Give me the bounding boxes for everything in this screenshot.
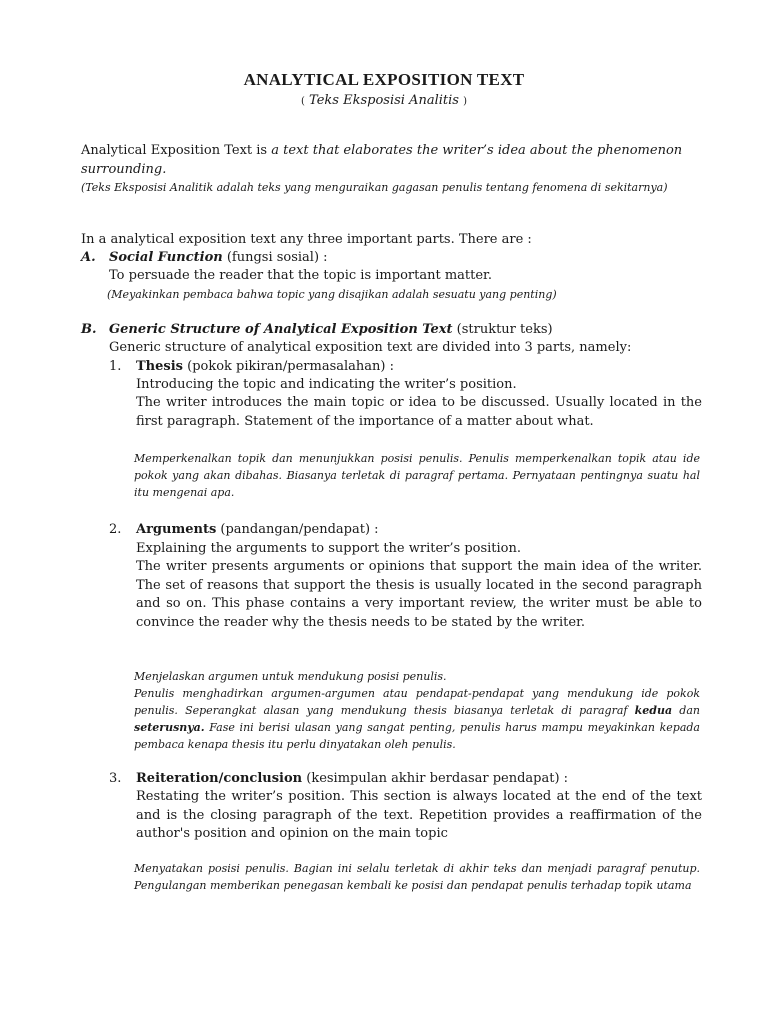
section-a-translation: (Meyakinkan pembaca bahwa topic yang disajikan adalah sesuatu yang penting): [107, 288, 557, 301]
item-thesis-line1: Introducing the topic and indicating the writer’s position.: [136, 377, 517, 392]
arguments-translation-part-a: Penulis menghadirkan argumen-argumen atau pendapat-pendapat yang mendukung ide pokok penulis. Seperangkat alasan yang mendukung thesis biasanya terletak di paragraf: [134, 687, 700, 717]
definition-emphasis: a text that elaborates the writer’s idea about the phenomenon surrounding.: [81, 143, 683, 177]
section-b-title: [109, 321, 553, 340]
subtitle-open-paren: (: [301, 96, 305, 107]
item-arguments-heading: [109, 521, 703, 540]
arguments-translation-part-d: Fase ini berisi ulasan yang sangat penting, penulis harus mampu meyakinkan kepada pembaca kenapa thesis itu perlu dinyatakan oleh penulis.: [134, 721, 700, 751]
arguments-translation-kedua: kedua: [634, 704, 673, 717]
item-reiteration-number: 3.: [109, 771, 122, 786]
item-reiteration-term: Reiteration/conclusion: [136, 771, 303, 786]
definition-paragraph: [81, 142, 703, 179]
section-a-note: (fungsi sosial) :: [222, 250, 328, 265]
item-thesis-number: 1.: [109, 359, 122, 374]
item-arguments-line1: Explaining the arguments to support the writer’s position.: [136, 541, 522, 556]
section-b-note: (struktur teks): [452, 322, 553, 337]
item-arguments-title: [136, 521, 379, 540]
arguments-translation-seterusnya: seterusnya.: [134, 721, 205, 734]
arguments-translation-part-c: dan: [672, 704, 700, 717]
section-a-heading: [81, 249, 703, 268]
definition-lead: Analytical Exposition Text is: [81, 143, 272, 158]
intro-text: In a analytical exposition text any three important parts. There are :: [81, 232, 532, 247]
section-b-body: Generic structure of analytical exposition text are divided into 3 parts, namely:: [109, 340, 632, 355]
item-arguments-body: The writer presents arguments or opinions that support the main idea of the writer. The set of reasons that support the thesis is usually located in the second paragraph and so on. This phase contains a very important review, the writer must be able to convince the reader why the thesis needs to be stated by the writer.: [136, 559, 702, 630]
page-subtitle: [0, 93, 768, 108]
section-a-marker: A.: [81, 250, 96, 265]
item-arguments-number: 2.: [109, 522, 122, 537]
item-thesis-heading: [109, 358, 703, 377]
section-b-heading: [81, 321, 703, 340]
item-thesis-translation: Memperkenalkan topik dan menunjukkan posisi penulis. Penulis memperkenalkan topik atau ide pokok yang akan dibahas. Biasanya terletak di paragraf pertama. Pernyataan pentingnya suatu hal itu mengenai apa.: [134, 452, 700, 499]
item-thesis-title: [136, 358, 394, 377]
page-title: ANALYTICAL EXPOSITION TEXT: [243, 70, 525, 89]
section-a-title: [109, 249, 328, 268]
item-arguments-translation-line1: Menjelaskan argumen untuk mendukung posisi penulis.: [134, 670, 447, 683]
subtitle-close-paren: ): [463, 96, 467, 107]
item-arguments-note: (pandangan/pendapat) :: [216, 522, 379, 537]
definition-translation: (Teks Eksposisi Analitik adalah teks yang menguraikan gagasan penulis tentang fenomena di sekitarnya): [81, 181, 668, 194]
item-reiteration-title: [136, 770, 568, 789]
section-b-title-text: Generic Structure of Analytical Exposition Text: [109, 322, 453, 337]
item-thesis-note: (pokok pikiran/permasalahan) :: [182, 359, 394, 374]
item-reiteration-translation: Menyatakan posisi penulis. Bagian ini selalu terletak di akhir teks dan menjadi paragraf penutup. Pengulangan memberikan penegasan kembali ke posisi dan pendapat penulis terhadap topik utama: [134, 862, 700, 892]
section-a-title-text: Social Function: [109, 250, 223, 265]
item-reiteration-note: (kesimpulan akhir berdasar pendapat) :: [302, 771, 569, 786]
item-reiteration-heading: [109, 770, 703, 789]
item-thesis-body: The writer introduces the main topic or idea to be discussed. Usually located in the first paragraph. Statement of the importance of a matter about what.: [136, 395, 702, 429]
item-arguments-translation: [134, 685, 700, 753]
section-b-marker: B.: [81, 322, 97, 337]
item-arguments-term: Arguments: [136, 522, 217, 537]
section-a-body: To persuade the reader that the topic is important matter.: [109, 268, 492, 283]
item-thesis-term: Thesis: [136, 359, 183, 374]
subtitle-text: Teks Eksposisi Analitis: [309, 93, 459, 108]
item-reiteration-body: Restating the writer’s position. This section is always located at the end of the text and is the closing paragraph of the text. Repetition provides a reaffirmation of the author's position and opinion on the main topic: [136, 789, 702, 841]
